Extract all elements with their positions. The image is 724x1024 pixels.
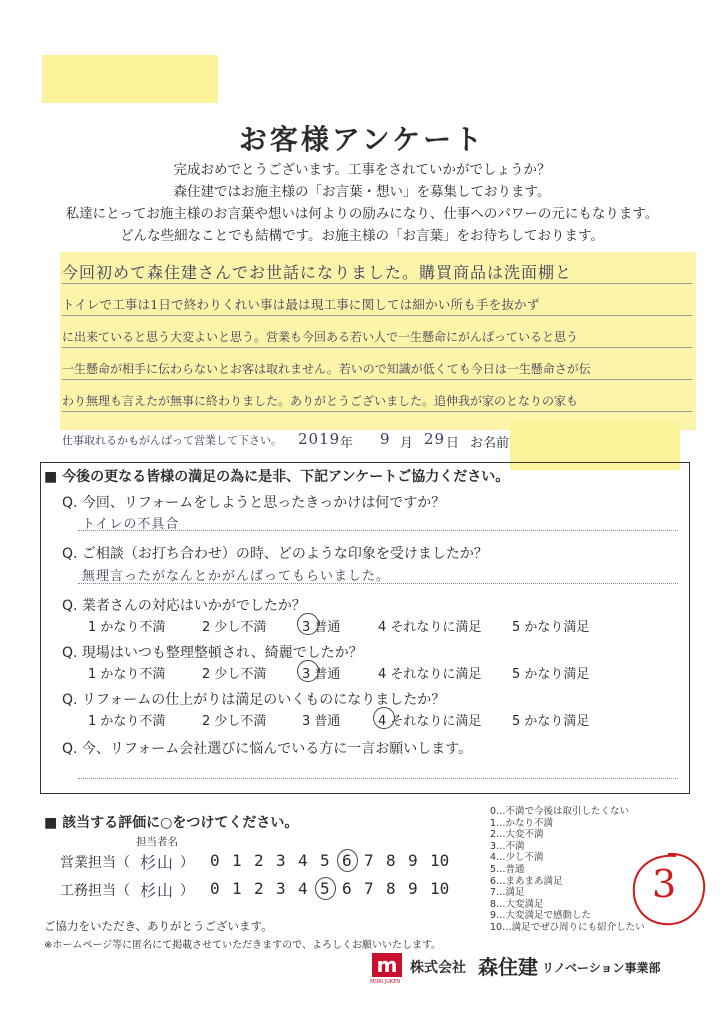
sales-score-8: 8 <box>386 851 396 870</box>
legend-item-0: 0…不満で今後は取引したくない <box>490 806 630 817</box>
comment-text-2: トイレで工事は1日で終わりくれい事は最は現工事に関しては細かい所も手を抜かず <box>62 297 540 312</box>
construction-score-1: 1 <box>232 879 242 898</box>
question-3: Q. 業者さんの対応はいかがでしたか？ <box>62 598 306 614</box>
sales-score-0: 0 <box>210 851 220 870</box>
q5-option-5: 5 かなり満足 <box>512 714 590 729</box>
company-name: 森住建 <box>478 955 538 979</box>
comment-line-1 <box>62 252 692 284</box>
construction-score-9: 9 <box>408 879 418 898</box>
company-logo-mark: m <box>372 953 402 977</box>
comment-text-3: に出来ていると思う大変よいと思う。営業も今回ある若い人で一生懸命にがんばっていると思う <box>62 330 579 344</box>
answer-1-line <box>78 530 678 531</box>
rating-row-construction <box>60 878 480 902</box>
survey-heading: ■ 今後の更なる皆様の満足の為に是非、下記アンケートご協力ください。 <box>44 469 510 485</box>
company-type: 株式会社 <box>410 960 466 976</box>
construction-score-3: 3 <box>276 879 286 898</box>
construction-selected-circle <box>315 877 336 900</box>
footer-thanks: ご協力をいただき、ありがとうございます。 <box>44 919 273 933</box>
options-q3 <box>88 616 648 636</box>
date-day: 29 <box>424 430 446 448</box>
comment-text-6: 仕事取れるかもがんばって営業して下さい。 <box>62 434 282 447</box>
answer-2-line <box>78 583 678 584</box>
construction-label: 工務担当（ <box>60 883 130 899</box>
q4-option-1: 1 かなり不満 <box>88 667 166 682</box>
q3-option-1: 1 かなり不満 <box>88 620 166 635</box>
q5-selected-circle <box>373 707 395 729</box>
name-label: お名前 <box>470 436 510 451</box>
sales-score-9: 9 <box>408 851 418 870</box>
q5-option-1: 1 かなり不満 <box>88 714 166 729</box>
sales-score-5: 5 <box>320 851 330 870</box>
q4-selected-circle <box>297 660 319 682</box>
construction-scale <box>210 879 480 901</box>
sales-scale <box>210 851 480 873</box>
comment-text-4: 一生懸命が相手に伝わらないとお客は取れません。若いので知識が低くても今日は一生懸命さが伝 <box>62 362 591 376</box>
q3-option-5: 5 かなり満足 <box>512 620 590 635</box>
legend-item-1: 1…かなり不満 <box>490 817 554 829</box>
legend-item-2: 2…大変不満 <box>490 829 544 841</box>
construction-score-10: 10 <box>430 879 450 898</box>
question-1: Q. 今回、リフォームをしようと思ったきっかけは何ですか？ <box>62 495 446 511</box>
date-year-label: 年 <box>340 436 354 451</box>
comment-line-4 <box>62 348 692 380</box>
sales-score-7: 7 <box>364 851 374 870</box>
sales-label: 営業担当（ <box>60 855 130 871</box>
intro-line-2: 森住建ではお施主様の「お言葉・想い」を募集しております。 <box>173 184 551 200</box>
question-6: Q. 今、リフォーム会社選びに悩んでいる方に一言お願いします。 <box>62 741 473 757</box>
answer-6-line <box>78 778 678 779</box>
question-2: Q. ご相談（お打ち合わせ）の時、どのような印象を受けましたか？ <box>62 546 488 562</box>
question-4: Q. 現場はいつも整理整頓され、綺麗でしたか？ <box>62 645 363 661</box>
sales-score-10: 10 <box>430 851 450 870</box>
legend-item-5: 5…普通 <box>490 863 525 875</box>
rating-row-sales <box>60 850 480 874</box>
date-month: 9 <box>380 430 391 448</box>
question-5: Q. リフォームの仕上がりは満足のいくものになりましたか？ <box>62 692 446 708</box>
q3-option-4: 4 それなりに満足 <box>378 620 482 635</box>
construction-score-6: 6 <box>342 879 352 898</box>
comment-text-5: わり無理も言えたが無事に終わりました。ありがとうございました。追伸我が家のとなりの家も <box>62 394 579 408</box>
comment-line-5 <box>62 380 692 412</box>
handwritten-rating-number: 3 <box>652 862 677 906</box>
sticky-note-top <box>42 55 218 103</box>
intro-line-1: 完成おめでとうございます。工事をされていかがでしょうか？ <box>173 162 551 178</box>
sales-staff-name: 杉山 <box>140 853 175 872</box>
sales-selected-circle <box>337 849 358 872</box>
q5-option-4: 4 それなりに満足 <box>378 714 482 729</box>
q5-option-3: 3 普通 <box>302 714 341 729</box>
legend-item-10: 10…満足でぜひ周りにも紹介したい <box>490 921 645 933</box>
comment-line-2 <box>62 284 692 316</box>
q4-option-3: 3 普通 <box>302 667 341 682</box>
q5-option-2: 2 少し不満 <box>202 714 267 729</box>
answer-2: 無理言ったがなんとかがんばってもらいました。 <box>82 569 391 584</box>
page-title: お客様アンケート <box>238 123 486 156</box>
q3-option-3: 3 普通 <box>302 620 341 635</box>
legend-item-3: 3…不満 <box>490 840 525 852</box>
comment-text-1: 今回初めて森住建さんでお世話になりました。購買商品は洗面棚と <box>62 263 573 282</box>
sales-score-1: 1 <box>232 851 242 870</box>
answer-1: トイレの不具合 <box>82 517 180 532</box>
q4-option-4: 4 それなりに満足 <box>378 667 482 682</box>
legend-item-4: 4…少し不満 <box>490 852 544 864</box>
date-day-label: 日 <box>446 436 460 451</box>
construction-score-2: 2 <box>254 879 264 898</box>
q4-option-5: 5 かなり満足 <box>512 667 590 682</box>
intro-line-4: どんな些細なことでも結構です。お施主様の「お言葉」をお待ちしております。 <box>120 228 604 244</box>
sales-score-2: 2 <box>254 851 264 870</box>
legend-item-7: 7…満足 <box>490 887 525 899</box>
options-q4 <box>88 663 648 683</box>
rating-heading: ■ 該当する評価に○をつけてください。 <box>44 815 299 831</box>
comment-line-3 <box>62 316 692 348</box>
company-division: リノベーション事業部 <box>542 961 661 975</box>
sales-score-3: 3 <box>276 851 286 870</box>
intro-line-3: 私達にとってお施主様のお言葉や想いは何よりの励みになり、仕事へのパワーの元にもなります。 <box>65 206 659 222</box>
legend-item-9: 9…大変満足で感動した <box>490 910 592 922</box>
rating-legend <box>490 806 645 934</box>
construction-score-0: 0 <box>210 879 220 898</box>
options-q5 <box>88 710 648 730</box>
sales-score-6: 6 <box>342 851 352 870</box>
sales-close: ） <box>180 855 194 871</box>
date-month-label: 月 <box>400 436 414 451</box>
q3-option-2: 2 少し不満 <box>202 620 267 635</box>
q3-selected-circle <box>297 613 319 635</box>
legend-item-8: 8…大変満足 <box>490 898 544 910</box>
footer-note: ※ホームページ等に匿名にて掲載させていただきますので、よろしくお願いいたします。 <box>44 940 442 951</box>
date-year: 2019 <box>298 430 341 448</box>
construction-score-8: 8 <box>386 879 396 898</box>
construction-staff-name: 杉山 <box>140 881 175 900</box>
construction-score-4: 4 <box>298 879 308 898</box>
construction-score-5: 5 <box>320 879 330 898</box>
q4-option-2: 2 少し不満 <box>202 667 267 682</box>
legend-item-6: 6…まあまあ満足 <box>490 875 563 887</box>
staff-name-label: 担当者名 <box>136 836 178 848</box>
company-logo-sub: MORI JUKEN <box>370 979 401 985</box>
construction-score-7: 7 <box>364 879 374 898</box>
sales-score-4: 4 <box>298 851 308 870</box>
construction-close: ） <box>180 883 194 899</box>
